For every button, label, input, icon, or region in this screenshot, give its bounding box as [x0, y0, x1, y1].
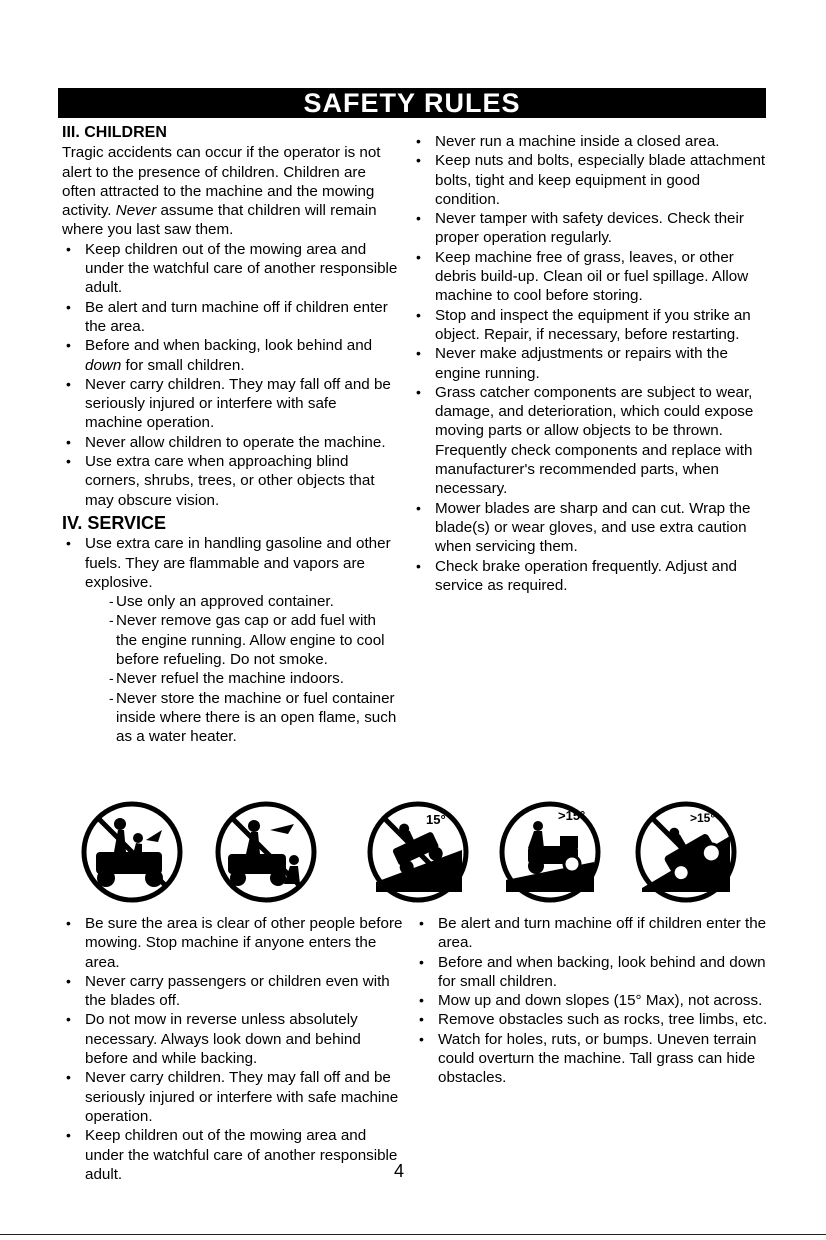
list-item: • Keep machine free of grass, leaves, or other debris build-up. Clean oil or fuel spillage. Allow machine to cool before storing. [412, 248, 768, 306]
list-item: • Never carry passengers or children even with the blades off. [62, 972, 407, 1011]
text-run: Keep children out of the mowing area and under the watchful care of another responsible adult. [85, 240, 398, 297]
no-children-near-backing-icon [214, 800, 318, 904]
list-item [62, 298, 398, 337]
list-item: - Never refuel the machine indoors. [109, 669, 398, 688]
page-number: 4 [394, 1161, 405, 1181]
list-item: • Be alert and turn machine off if children enter the area. [415, 914, 771, 953]
text-run: Never allow children to operate the machine. [85, 433, 386, 451]
no-steep-slope-icon [634, 800, 738, 904]
text-run: Never carry children. They may fall off and be seriously injured or interfere with safe machine operation. [85, 375, 391, 432]
service-bullet-list [62, 534, 398, 746]
right-column [412, 132, 768, 595]
service-sub-list [109, 592, 398, 746]
no-slope-across-icon [366, 800, 470, 904]
text-run: down [85, 356, 122, 374]
slope-angle-label: >15° [690, 811, 716, 825]
list-item: • Before and when backing, look behind and down for small children. [415, 953, 771, 992]
list-item: • Watch for holes, ruts, or bumps. Uneven terrain could overturn the machine. Tall grass can hide obstacles. [415, 1030, 771, 1088]
text-run: Never [115, 202, 157, 220]
list-item [62, 375, 398, 433]
list-item: • Never tamper with safety devices. Check their proper operation regularly. [412, 209, 768, 248]
slope-angle-label: >15° [558, 808, 586, 823]
children-heading: III. CHILDREN [62, 124, 167, 141]
list-item: • Mow up and down slopes (15° Max), not across. [415, 991, 771, 1010]
mow-slope-up-down-icon [498, 800, 602, 904]
text-run: Tragic accidents can occur if the operator is not alert to the presence of children. Children are often attracted to the machine and the mowing activity. [62, 144, 381, 220]
service-bullet [62, 534, 398, 746]
list-item: - Use only an approved container. [109, 592, 398, 611]
list-item: • Keep children out of the mowing area and under the watchful care of another responsible adult. [62, 1126, 407, 1184]
children-intro-paragraph [62, 143, 398, 239]
list-item: • Never run a machine inside a closed area. [412, 132, 768, 151]
bottom-left-bullet-list [62, 914, 407, 1184]
list-item: • Check brake operation frequently. Adjust and service as required. [412, 557, 768, 596]
list-item [62, 336, 398, 375]
safety-icons-row [80, 800, 750, 910]
bottom-right-column [415, 914, 771, 1088]
list-item: • Do not mow in reverse unless absolutely necessary. Always look down and behind before and while backing. [62, 1010, 407, 1068]
page-title: SAFETY RULES [58, 88, 766, 118]
page-bottom-rule [0, 1234, 826, 1235]
service-bullet-text: Use extra care in handling gasoline and other fuels. They are flammable and vapors are explosive. [85, 535, 391, 591]
list-item [62, 240, 398, 298]
left-column [62, 123, 398, 747]
list-item: • Stop and inspect the equipment if you strike an object. Repair, if necessary, before restarting. [412, 306, 768, 345]
service-heading: IV. SERVICE [62, 512, 167, 533]
children-bullet-list [62, 240, 398, 510]
list-item: • Remove obstacles such as rocks, tree limbs, etc. [415, 1010, 771, 1029]
list-item: • Never carry children. They may fall off and be seriously injured or interfere with safe machine operation. [62, 1068, 407, 1126]
list-item: - Never store the machine or fuel container inside where there is an open flame, such as a water heater. [109, 689, 398, 747]
no-children-riding-icon [80, 800, 184, 904]
text-run: for small children. [121, 356, 245, 374]
list-item: • Keep nuts and bolts, especially blade attachment bolts, tight and keep equipment in good condition. [412, 151, 768, 209]
list-item: • Mower blades are sharp and can cut. Wrap the blade(s) or wear gloves, and use extra caution when servicing them. [412, 499, 768, 557]
bottom-right-bullet-list [415, 914, 771, 1088]
text-run: Be alert and turn machine off if children enter the area. [85, 298, 388, 335]
list-item: • Grass catcher components are subject to wear, damage, and deterioration, which could expose moving parts or allow objects to be thrown. Frequently check components and replace with manufacturer's recommended parts, when necessary. [412, 383, 768, 499]
text-run: Before and when backing, look behind and [85, 337, 373, 355]
text-run: Use extra care when approaching blind corners, shrubs, trees, or other objects that may obscure vision. [85, 453, 375, 509]
bottom-left-column [62, 914, 407, 1184]
list-item: • Be sure the area is clear of other people before mowing. Stop machine if anyone enters the area. [62, 914, 407, 972]
list-item [62, 433, 398, 452]
right-bullet-list [412, 132, 768, 595]
slope-angle-label: 15° [426, 812, 446, 827]
list-item [62, 452, 398, 510]
list-item: • Never make adjustments or repairs with the engine running. [412, 344, 768, 383]
list-item: - Never remove gas cap or add fuel with the engine running. Allow engine to cool before refueling. Do not smoke. [109, 611, 398, 669]
text-run: assume that children will remain where you last saw them. [62, 202, 377, 239]
